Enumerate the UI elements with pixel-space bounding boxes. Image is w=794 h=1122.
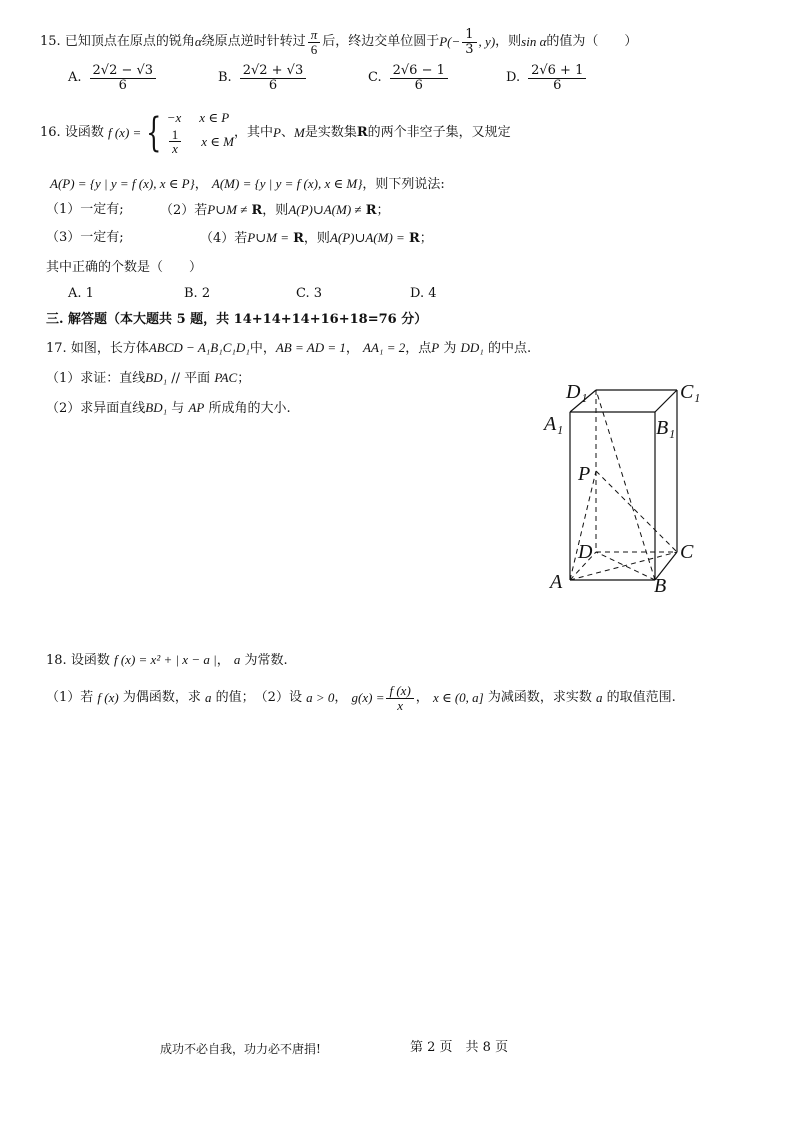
q15-option-b[interactable]: B. $\frac{2√2 + √3}{6}$: [218, 64, 308, 92]
q15-pi-over-6: $\frac{\pi}{6}$: [308, 28, 321, 56]
label-D1: D₁: [566, 381, 588, 403]
q15-stem: 15. 已知顶点在原点的锐角 α 绕原点逆时针转过 $\frac{\pi}{6}$ 后，终边交单位圆于 P(− $\frac{1}{3}$ , y) ，则 sin α 的值为（ ）: [40, 27, 638, 57]
q15-option-c[interactable]: C. $\frac{2√6 - 1}{6}$: [368, 64, 450, 92]
q15-option-a[interactable]: A. $\frac{2√2 - √3}{6}$: [68, 64, 158, 92]
diag-BD: [596, 552, 655, 580]
edge-B1C1: [655, 390, 677, 412]
label-A1: A₁: [544, 413, 564, 435]
label-B: B: [654, 575, 667, 597]
q15-alpha: α: [194, 34, 202, 50]
piecewise-cases: −x x ∈ P $\frac{1}{x}$ x ∈ M: [166, 110, 234, 157]
q16-stem: 16. 设函数 f (x) = { −x x ∈ P $\frac{1}{x}$ x ∈ M ，其中 P 、 M 是实数集 R 的两个非空子集，又规定: [40, 109, 511, 157]
q15-number: 15.: [40, 34, 61, 50]
q18-number: 18.: [46, 653, 67, 668]
footer-motto: 成功不必自我，功力必不唐捐!: [160, 1042, 321, 1056]
q15-option-d[interactable]: D. $\frac{2√6 + 1}{6}$: [506, 64, 588, 92]
q16-option-d[interactable]: D. 4: [410, 286, 437, 301]
q18-parts: （1）若 f (x) 为偶函数，求 a 的值； （2）设 a > 0 ， g(x) = $\frac{f (x)}{x}$ ， x ∈ (0, a] 为减函数，求实数 a 的取值范围.: [46, 683, 676, 713]
q16-option-c[interactable]: C. 3: [296, 286, 323, 301]
q17-stem: 17. 如图，长方体ABCD − A₁B₁C₁D₁中，AB = AD = 1， AA₁ = 2，点P 为 DD₁ 的中点.: [46, 340, 532, 356]
label-C: C: [680, 541, 694, 563]
label-D: D: [578, 541, 593, 563]
q18-fraction: $\frac{f (x)}{x}$: [386, 684, 413, 712]
q16-statement-4: （4）若P∪M = R，则A(P)∪A(M) = R；: [200, 230, 433, 246]
q16-statement-2: （2）若P∪M ≠ R，则A(P)∪A(M) ≠ R；: [160, 202, 390, 218]
section-3-heading: 三. 解答题（本大题共 5 题，共 14+14+14+16+18=76 分）: [46, 312, 428, 327]
q17-part-2: （2）求异面直线BD₁ 与 AP 所成角的大小.: [46, 400, 291, 416]
q16-statement-1: （1）一定有;: [46, 202, 124, 217]
footer-page-number: 第 2 页 共 8 页: [410, 1040, 509, 1055]
q16-option-b[interactable]: B. 2: [184, 286, 211, 301]
label-P: P: [578, 463, 591, 485]
label-A: A: [550, 571, 563, 593]
q17-part-1: （1）求证：直线BD₁ // 平面 PAC；: [46, 370, 251, 386]
q15-sin-alpha: sin α: [521, 34, 547, 50]
q16-question: 其中正确的个数是（ ）: [46, 260, 203, 275]
q17-number: 17.: [46, 341, 67, 356]
seg-AP: [570, 471, 596, 580]
q16-definitions: A(P) = {y | y = f (x), x ∈ P}， A(M) = {y | y = f (x), x ∈ M}，则下列说法:: [50, 176, 445, 192]
q16-number: 16.: [40, 125, 61, 141]
q15-one-third: $\frac{1}{3}$: [462, 28, 476, 56]
label-B1: B₁: [656, 417, 676, 439]
seg-PC: [596, 471, 677, 552]
label-C1: C₁: [680, 381, 701, 403]
q17-prism-figure: [540, 372, 720, 600]
q16-option-a[interactable]: A. 1: [68, 286, 94, 301]
piecewise-brace: {: [146, 109, 162, 156]
q16-statement-3: （3）一定有;: [46, 230, 124, 245]
q18-stem: 18. 设函数 f (x) = x² + | x − a |， a 为常数.: [46, 652, 288, 668]
